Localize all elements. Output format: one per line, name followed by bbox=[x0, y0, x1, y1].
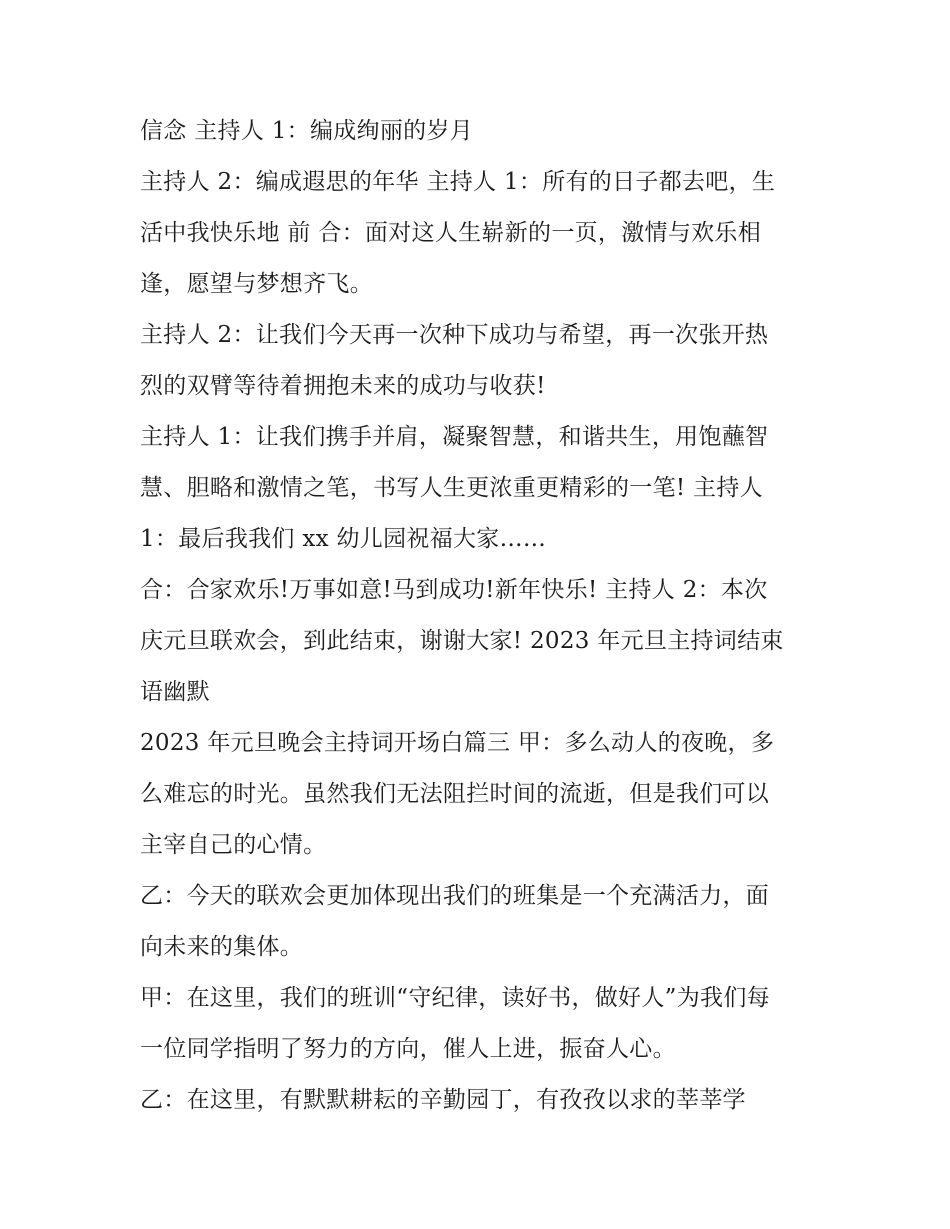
paragraph bbox=[140, 106, 820, 157]
text-line: 乙：在这里，有默默耕耘的辛勤园丁，有孜孜以求的莘莘学 bbox=[140, 1087, 746, 1113]
text-line: 一位同学指明了努力的方向，催人上进，振奋人心。 bbox=[140, 1036, 676, 1062]
paragraph bbox=[140, 871, 820, 973]
text-line: 1：最后我我们 xx 幼儿园祝福大家…… bbox=[140, 526, 547, 552]
text-line: 主持人 2：让我们今天再一次种下成功与希望，再一次张开热 bbox=[140, 322, 769, 348]
paragraph bbox=[140, 412, 820, 565]
text-line: 慧、胆略和激情之笔，书写人生更浓重更精彩的一笔! 主持人 bbox=[140, 475, 763, 501]
text-line: 主持人 2：编成遐思的年华 主持人 1：所有的日子都去吧，生 bbox=[140, 169, 776, 195]
paragraph bbox=[140, 157, 820, 310]
paragraph bbox=[140, 1075, 820, 1126]
text-line: 烈的双臂等待着拥抱未来的成功与收获! bbox=[140, 373, 546, 399]
paragraph bbox=[140, 973, 820, 1075]
text-line: 主持人 1：让我们携手并肩，凝聚智慧，和谐共生，用饱蘸智 bbox=[140, 424, 769, 450]
text-line: 活中我快乐地 前 合：面对这人生崭新的一页，激情与欢乐相 bbox=[140, 220, 762, 246]
text-line: 乙：今天的联欢会更加体现出我们的班集是一个充满活力，面 bbox=[140, 883, 770, 909]
text-line: 合：合家欢乐!万事如意!马到成功!新年快乐! 主持人 2：本次 bbox=[140, 577, 768, 603]
document-body bbox=[140, 106, 820, 1126]
text-line: 信念 主持人 1：编成绚丽的岁月 bbox=[140, 118, 474, 144]
text-line: 向未来的集体。 bbox=[140, 934, 304, 960]
text-line: 庆元旦联欢会，到此结束，谢谢大家! 2023 年元旦主持词结束 bbox=[140, 628, 784, 654]
text-line: 逢，愿望与梦想齐飞。 bbox=[140, 271, 373, 297]
text-line: 么难忘的时光。虽然我们无法阻拦时间的流逝，但是我们可以 bbox=[140, 781, 770, 807]
text-line: 主宰自己的心情。 bbox=[140, 832, 327, 858]
paragraph bbox=[140, 310, 820, 412]
paragraph bbox=[140, 565, 820, 718]
paragraph bbox=[140, 718, 820, 871]
text-line: 2023 年元旦晚会主持词开场白篇三 甲：多么动人的夜晚，多 bbox=[140, 730, 775, 756]
text-line: 语幽默 bbox=[140, 679, 210, 705]
text-line: 甲：在这里，我们的班训“守纪律，读好书，做好人”为我们每 bbox=[140, 985, 770, 1011]
